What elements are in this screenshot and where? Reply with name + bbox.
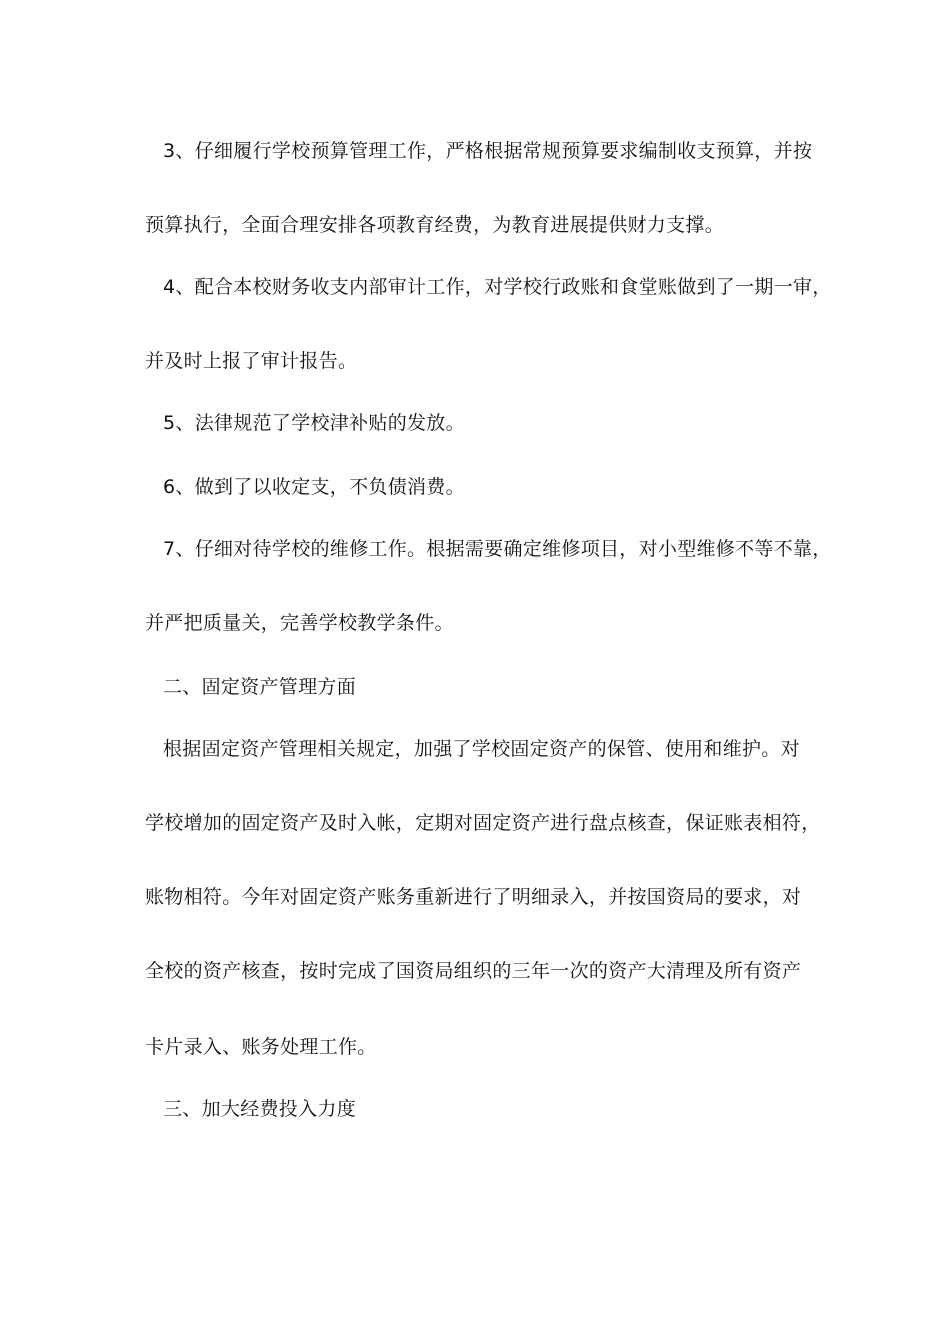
paragraph-line: 根据固定资产管理相关规定，加强了学校固定资产的保管、使用和维护。对 — [163, 738, 800, 760]
paragraph-line: 5、法律规范了学校津补贴的发放。 — [163, 412, 465, 434]
paragraph-line: 4、配合本校财务收支内部审计工作，对学校行政账和食堂账做到了一期一审， — [163, 276, 832, 298]
section-heading: 二、固定资产管理方面 — [163, 676, 357, 698]
paragraph-line: 学校增加的固定资产及时入帐，定期对固定资产进行盘点核查，保证账表相符， — [145, 812, 821, 834]
paragraph-line: 预算执行，全面合理安排各项教育经费，为教育进展提供财力支撑。 — [145, 214, 725, 236]
paragraph-line: 并严把质量关，完善学校教学条件。 — [145, 612, 454, 634]
paragraph-line: 6、做到了以收定支，不负债消费。 — [163, 476, 465, 498]
paragraph-line: 卡片录入、账务处理工作。 — [145, 1036, 377, 1058]
paragraph-line: 3、仔细履行学校预算管理工作，严格根据常规预算要求编制收支预算，并按 — [163, 140, 813, 162]
section-heading: 三、加大经费投入力度 — [163, 1098, 357, 1120]
paragraph-line: 全校的资产核查，按时完成了国资局组织的三年一次的资产大清理及所有资产 — [145, 960, 802, 982]
paragraph-line: 并及时上报了审计报告。 — [145, 350, 358, 372]
paragraph-line: 7、仔细对待学校的维修工作。根据需要确定维修项目，对小型维修不等不靠， — [163, 538, 832, 560]
paragraph-line: 账物相符。今年对固定资产账务重新进行了明细录入，并按国资局的要求，对 — [145, 886, 802, 908]
